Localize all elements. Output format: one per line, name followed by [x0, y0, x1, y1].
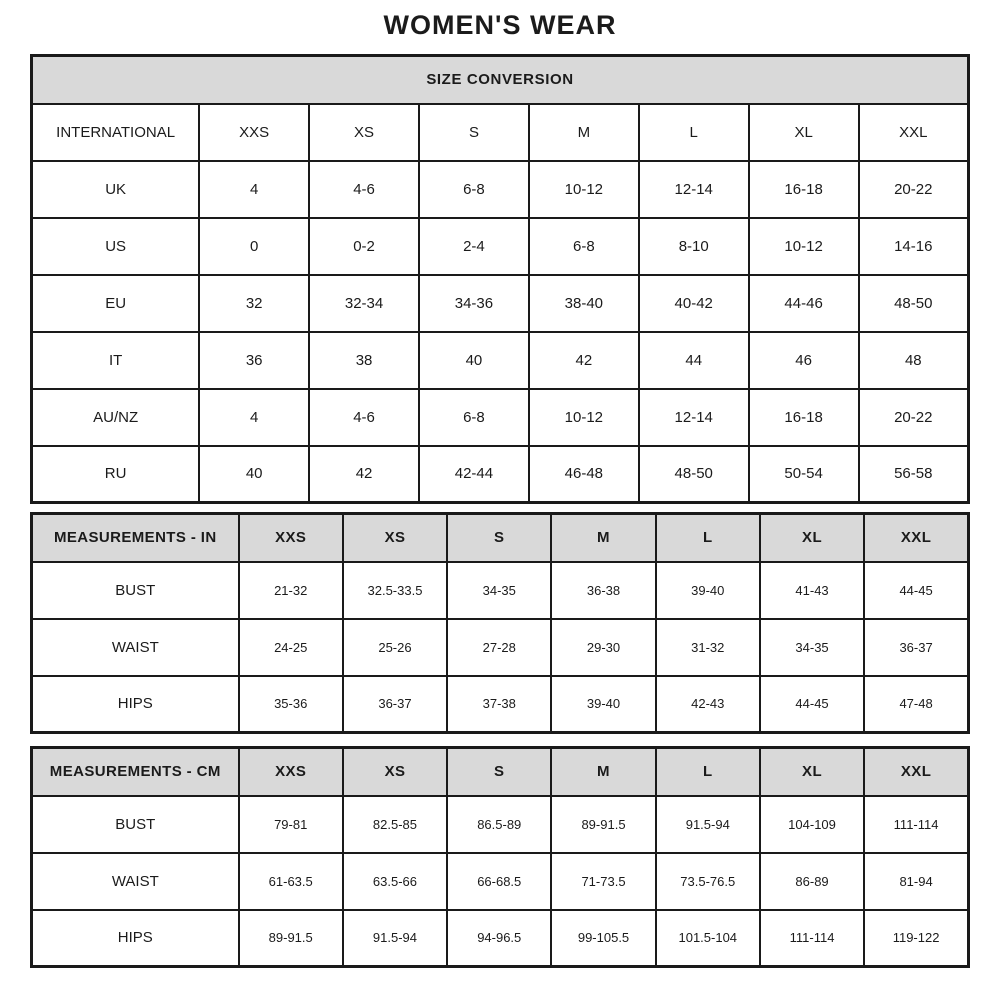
table-cell: 79-81 [239, 796, 343, 853]
table-cell: 4 [199, 389, 309, 446]
table-cell: 94-96.5 [447, 910, 551, 967]
column-header-size: XXS [199, 104, 309, 161]
table-row [32, 332, 969, 389]
table-cell: 104-109 [760, 796, 864, 853]
table-cell: 47-48 [864, 676, 968, 733]
table-banner: SIZE CONVERSION [32, 56, 969, 104]
table-header-row [32, 104, 969, 161]
table-cell: 39-40 [551, 676, 655, 733]
column-header-size: S [447, 514, 551, 562]
table-cell: 91.5-94 [656, 796, 760, 853]
table-cell: 89-91.5 [239, 910, 343, 967]
table-cell: 44 [639, 332, 749, 389]
table-row [32, 619, 969, 676]
table-cell: 14-16 [859, 218, 969, 275]
table-cell: 41-43 [760, 562, 864, 619]
table-cell: 111-114 [864, 796, 968, 853]
table-cell: 63.5-66 [343, 853, 447, 910]
table-cell: 2-4 [419, 218, 529, 275]
table-cell: 34-35 [447, 562, 551, 619]
table-cell: 46-48 [529, 446, 639, 503]
table-row [32, 796, 969, 853]
page-title: WOMEN'S WEAR [383, 10, 617, 40]
row-label: US [32, 218, 200, 275]
table-cell: 111-114 [760, 910, 864, 967]
table-row [32, 218, 969, 275]
table-cell: 44-45 [864, 562, 968, 619]
table-cell: 20-22 [859, 161, 969, 218]
table-cell: 16-18 [749, 161, 859, 218]
table-cell: 39-40 [656, 562, 760, 619]
table-cell: 34-36 [419, 275, 529, 332]
table-cell: 44-45 [760, 676, 864, 733]
table-cell: 6-8 [529, 218, 639, 275]
table-cell: 32.5-33.5 [343, 562, 447, 619]
column-header-size: L [656, 514, 760, 562]
row-label: BUST [32, 562, 239, 619]
column-header-label: MEASUREMENTS - IN [32, 514, 239, 562]
column-header-size: XXS [239, 748, 343, 796]
table-row [32, 389, 969, 446]
table-cell: 20-22 [859, 389, 969, 446]
table-cell: 10-12 [529, 389, 639, 446]
table-banner-row [32, 56, 969, 104]
table-cell: 0-2 [309, 218, 419, 275]
size-conversion-table [30, 54, 970, 504]
table-cell: 40 [419, 332, 529, 389]
table-cell: 50-54 [749, 446, 859, 503]
table-cell: 6-8 [419, 389, 529, 446]
table-cell: 4-6 [309, 161, 419, 218]
table-cell: 12-14 [639, 389, 749, 446]
column-header-size: XL [749, 104, 859, 161]
column-header-label: MEASUREMENTS - CM [32, 748, 239, 796]
table-cell: 38 [309, 332, 419, 389]
table-cell: 46 [749, 332, 859, 389]
table-cell: 48 [859, 332, 969, 389]
table-cell: 16-18 [749, 389, 859, 446]
table-cell: 32-34 [309, 275, 419, 332]
row-label: HIPS [32, 910, 239, 967]
size-conversion-table-body [32, 56, 969, 503]
table-cell: 4 [199, 161, 309, 218]
row-label: EU [32, 275, 200, 332]
table-cell: 86.5-89 [447, 796, 551, 853]
column-header-size: XXL [864, 748, 968, 796]
table-cell: 36-37 [864, 619, 968, 676]
measurements-in-table [30, 512, 970, 734]
column-header-size: XL [760, 514, 864, 562]
table-cell: 86-89 [760, 853, 864, 910]
table-cell: 35-36 [239, 676, 343, 733]
column-header-size: XXS [239, 514, 343, 562]
table-cell: 27-28 [447, 619, 551, 676]
table-cell: 48-50 [859, 275, 969, 332]
row-label: UK [32, 161, 200, 218]
table-cell: 61-63.5 [239, 853, 343, 910]
table-row [32, 446, 969, 503]
table-cell: 36-37 [343, 676, 447, 733]
row-label: HIPS [32, 676, 239, 733]
table-cell: 37-38 [447, 676, 551, 733]
column-header-size: XS [343, 514, 447, 562]
table-cell: 56-58 [859, 446, 969, 503]
table-cell: 81-94 [864, 853, 968, 910]
row-label: RU [32, 446, 200, 503]
table-header-row [32, 748, 969, 796]
table-cell: 10-12 [529, 161, 639, 218]
column-header-size: XS [309, 104, 419, 161]
column-header-size: XXL [859, 104, 969, 161]
column-header-size: XL [760, 748, 864, 796]
column-header-size: S [447, 748, 551, 796]
table-cell: 91.5-94 [343, 910, 447, 967]
table-cell: 10-12 [749, 218, 859, 275]
table-cell: 101.5-104 [656, 910, 760, 967]
table-row [32, 562, 969, 619]
table-cell: 66-68.5 [447, 853, 551, 910]
table-cell: 38-40 [529, 275, 639, 332]
table-cell: 6-8 [419, 161, 529, 218]
row-label: AU/NZ [32, 389, 200, 446]
row-label: WAIST [32, 853, 239, 910]
table-cell: 40 [199, 446, 309, 503]
table-row [32, 910, 969, 967]
row-label: WAIST [32, 619, 239, 676]
table-cell: 82.5-85 [343, 796, 447, 853]
measurements-cm-table-body [32, 748, 969, 967]
table-row [32, 275, 969, 332]
table-row [32, 676, 969, 733]
table-cell: 32 [199, 275, 309, 332]
table-row [32, 161, 969, 218]
table-cell: 119-122 [864, 910, 968, 967]
table-cell: 0 [199, 218, 309, 275]
table-cell: 34-35 [760, 619, 864, 676]
table-cell: 8-10 [639, 218, 749, 275]
column-header-size: XXL [864, 514, 968, 562]
table-cell: 36-38 [551, 562, 655, 619]
row-label: IT [32, 332, 200, 389]
table-cell: 48-50 [639, 446, 749, 503]
table-cell: 42-43 [656, 676, 760, 733]
row-label: BUST [32, 796, 239, 853]
column-header-size: L [639, 104, 749, 161]
table-cell: 21-32 [239, 562, 343, 619]
table-cell: 12-14 [639, 161, 749, 218]
column-header-size: M [529, 104, 639, 161]
table-cell: 89-91.5 [551, 796, 655, 853]
table-cell: 73.5-76.5 [656, 853, 760, 910]
column-header-label: INTERNATIONAL [32, 104, 200, 161]
table-cell: 99-105.5 [551, 910, 655, 967]
size-guide-page [30, 0, 970, 968]
measurements-in-table-body [32, 514, 969, 733]
table-cell: 36 [199, 332, 309, 389]
table-cell: 44-46 [749, 275, 859, 332]
column-header-size: S [419, 104, 529, 161]
table-cell: 29-30 [551, 619, 655, 676]
table-cell: 25-26 [343, 619, 447, 676]
column-header-size: XS [343, 748, 447, 796]
column-header-size: M [551, 514, 655, 562]
table-cell: 31-32 [656, 619, 760, 676]
table-cell: 42-44 [419, 446, 529, 503]
table-cell: 40-42 [639, 275, 749, 332]
table-cell: 71-73.5 [551, 853, 655, 910]
column-header-size: M [551, 748, 655, 796]
table-cell: 42 [309, 446, 419, 503]
table-cell: 42 [529, 332, 639, 389]
table-cell: 4-6 [309, 389, 419, 446]
table-header-row [32, 514, 969, 562]
table-row [32, 853, 969, 910]
measurements-cm-table [30, 746, 970, 968]
column-header-size: L [656, 748, 760, 796]
table-cell: 24-25 [239, 619, 343, 676]
